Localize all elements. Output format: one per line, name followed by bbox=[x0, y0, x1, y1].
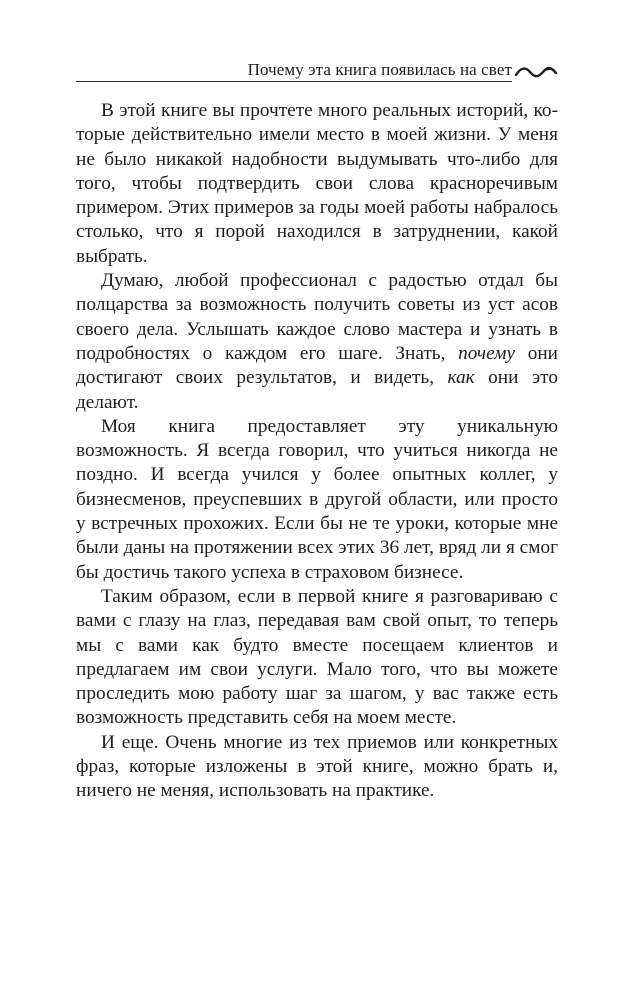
paragraph-text: они это делают. bbox=[76, 367, 558, 413]
paragraph-text: Думаю, любой профессионал с радостью отдал бы полцарства за возможность получить советы из уст асов своего дела. Услышать каждое слово мастера и узнать в подробностях о каждом его шаге. Знать, bbox=[76, 270, 558, 364]
emphasis-text: почему bbox=[458, 342, 516, 364]
paragraph-text: они достигают своих результатов, и видеть, bbox=[76, 342, 558, 389]
body-text bbox=[76, 99, 558, 804]
paragraph-text: Моя книга предоставляет эту уникальную возможность. Я всегда говорил, что учиться никогда не поздно. И всегда учился у более опытных коллег, у бизнесменов, преуспевших в другой области, или просто у встречных прохожих. Если бы не те уроки, которые мне были даны на протяжении всех этих 36 лет, вряд ли я смог бы достичь такого успеха в страховом бизнесе. bbox=[76, 415, 558, 583]
swash-ornament-icon bbox=[514, 64, 558, 80]
paragraph-text: И еще. Очень многие из тех приемов или конкретных фраз, которые изложены в этой книге, можно брать и, ничего не меняя, использовать на практике. bbox=[76, 731, 558, 802]
running-head bbox=[76, 58, 558, 82]
paragraph-text: В этой книге вы прочтете много реальных историй, которые действительно имели место в моей жизни. У меня не было никакой надобности выдумывать что-либо для того, чтобы подтвердить свои слова красноречивым примером. Этих примеров за годы моей работы набралось столько, что я порой находился в затруднении, какой выбрать. bbox=[76, 100, 558, 267]
paragraph bbox=[76, 269, 558, 415]
header-rule bbox=[76, 81, 512, 82]
emphasis-text: как bbox=[447, 367, 475, 389]
paragraph bbox=[76, 415, 558, 585]
paragraph bbox=[76, 99, 558, 269]
paragraph-text: Таким образом, если в первой книге я разговариваю с вами с глазу на глаз, передавая вам свой опыт, то теперь мы с вами как будто вместе посещаем клиентов и предлагаем им свои услуги. Мало того, что вы можете проследить мою работу шаг за шагом, у вас также есть возможность представить себя на моем месте. bbox=[76, 585, 558, 729]
paragraph bbox=[76, 731, 558, 804]
running-head-title: Почему эта книга появилась на свет bbox=[247, 60, 512, 79]
paragraph bbox=[76, 585, 558, 731]
